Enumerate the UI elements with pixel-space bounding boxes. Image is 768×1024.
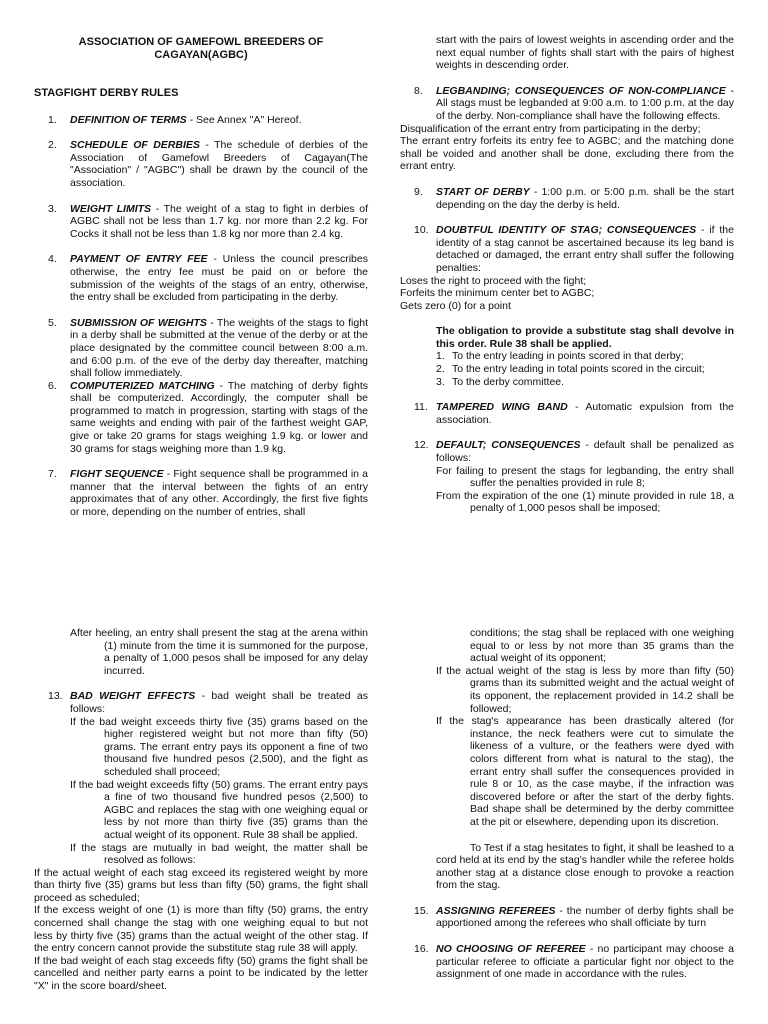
- rule-body: - if the identity of a stag cannot be ascertained because its leg band is detached or damaged, the errant entry shall suffer the following penalties:: [436, 224, 734, 274]
- rule-body: - The schedule of derbies of the Association of Gamefowl Breeders of Cagayan(The "Association" / "AGBC") shall be drawn by the council of the association.: [70, 139, 368, 189]
- rule-10-penalty: Loses the right to proceed with the fight;: [400, 274, 587, 287]
- rule-6: [34, 380, 368, 456]
- rule-heading: WEIGHT LIMITS: [70, 202, 152, 215]
- rule-8: [400, 85, 734, 123]
- top-left-column: [34, 34, 368, 519]
- rule-body: - bad weight shall be treated as follows:: [70, 690, 368, 715]
- rule-body: - See Annex "A" Hereof.: [186, 113, 302, 126]
- rule-8-effect: Disqualification of the errant entry from participating in the derby;: [400, 122, 701, 135]
- substitute-order-item: [400, 350, 734, 363]
- rule-body: - the number of derby fights shall be apportioned among the referees who shall officiate by turn: [436, 904, 734, 930]
- rule-body: - The matching of derby fights shall be computerized. Accordingly, the computer shall be programmed to match in progression, starting with stags of the same weights and ending with pair of the farthest weight GAP, give or take 20 grams for stags weighing 1.9 kg. or lower and 30 grams for stags weighing more than 1.9 kg.: [70, 379, 368, 455]
- rule-7-continuation: start with the pairs of lowest weights in ascending order and the next equal number of fights shall start with the pairs of highest weights in descending order.: [436, 34, 734, 72]
- rule-7: [34, 468, 368, 518]
- rule-10-penalty: Forfeits the minimum center bet to AGBC;: [400, 287, 595, 300]
- rule-5: [34, 317, 368, 380]
- mutual-bad-weight-item: If the bad weight of each stag exceeds fifty (50) grams the fight shall be cancelled and neither party earns a point to be indicated by the letter "X" in the score board/sheet.: [34, 954, 368, 993]
- rule-heading: BAD WEIGHT EFFECTS: [70, 690, 196, 703]
- rule-number: 2.: [48, 139, 57, 152]
- heeling-paragraph: After heeling, an entry shall present the stag at the arena within (1) minute from the time it is summoned for the purpose, a penalty of 1,000 pesos shall be imposed for any delay incurred.: [70, 627, 368, 677]
- rule-number: 16.: [414, 943, 429, 956]
- list-text: To the entry leading in points scored in that derby;: [452, 350, 684, 363]
- rule-number: 13.: [48, 690, 63, 703]
- rule-body: - no participant may choose a particular referee to officiate a particular fight nor object to the assignment of one made in accordance with the rules.: [436, 943, 734, 981]
- list-number: 3.: [436, 375, 445, 388]
- substitute-note: The obligation to provide a substitute stag shall devolve in this order. Rule 38 shall be applied.: [436, 325, 734, 350]
- rule-body: - The weights of the stags to fight in a derby shall be submitted at the venue of the derby or at the place designated by the committee council between 8:00 a.m. and 6:00 p.m. of the eve of the derby day thereafter, matching shall follow immediately.: [70, 316, 368, 380]
- rule-3: [34, 203, 368, 241]
- rule-number: 6.: [48, 379, 57, 392]
- rule-heading: DOUBTFUL IDENTITY OF STAG; CONSEQUENCES: [436, 224, 697, 237]
- rule-10: [400, 224, 734, 274]
- rule-number: 5.: [48, 316, 57, 329]
- rule-body: - Fight sequence shall be programmed in a manner that the interval between the fights of an entry approximates that of any other. Accordingly, the first five fights or more, depending on the number of entries, shall: [70, 468, 368, 519]
- rule-heading: FIGHT SEQUENCE: [70, 468, 164, 481]
- rule-number: 4.: [48, 253, 57, 266]
- rule-2: [34, 139, 368, 189]
- rule-heading: START OF DERBY: [436, 185, 530, 198]
- rule-heading: DEFINITION OF TERMS: [70, 113, 187, 126]
- rule-heading: SCHEDULE OF DERBIES: [70, 139, 200, 152]
- mutual-bad-weight-item: If the actual weight of each stag exceed its registered weight by more than thirty five (35) grams but less than fifty (50) grams, the fight shall proceed as scheduled;: [34, 866, 368, 904]
- title-line-2: CAGAYAN(AGBC): [154, 49, 248, 61]
- rule-body: - All stags must be legbanded at 9:00 a.m. to 1:00 p.m. at the day of the derby. Non-compliance shall have the following effects.: [436, 84, 734, 122]
- rule-13-item: If the bad weight exceeds fifty (50) grams. The errant entry pays a fine of two thousand five hundred pesos (2,500) to AGBC and replaces the stag with one weighing equal or less by not more than thirty five (35) grams than the actual weight of its opponent. Rule 38 shall be applied.: [70, 778, 368, 841]
- rule-4: [34, 253, 368, 303]
- rule-heading: LEGBANDING; CONSEQUENCES OF NON-COMPLIANCE: [436, 84, 726, 97]
- list-number: 1.: [436, 350, 445, 363]
- rule-number: 8.: [414, 84, 423, 97]
- rule-8-effect: The errant entry forfeits its entry fee to AGBC; and the matching done shall be voided and another shall be done, excluding there from the errant entry.: [400, 135, 734, 173]
- bottom-left-column: [34, 627, 368, 993]
- rule-number: 9.: [414, 185, 423, 198]
- rule-body: - default shall be penalized as follows:: [436, 439, 734, 465]
- rule-15: [400, 905, 734, 930]
- rule-13: [34, 690, 368, 715]
- bad-shape-item: If the stag's appearance has been drastically altered (for instance, the neck feathers were cut to simulate the likeness of a vulture, or the feathers were dyed with colors different from what is natural to the stag), the errant entry shall suffer the consequences provided in rule 8 or 10, as the case maybe, if the infraction was discovered before or after the start of the derby fights. Bad shape shall be determined by the derby committee at the pit or elsewhere, depending upon its discretion.: [436, 715, 734, 828]
- conditions-paragraph: conditions; the stag shall be replaced with one weighing equal to or less by not more than 35 grams than the actual weight of its opponent;: [470, 627, 734, 665]
- list-text: To the entry leading in total points scored in the circuit;: [452, 363, 705, 376]
- rule-12-item: From the expiration of the one (1) minute provided in rule 18, a penalty of 1,000 pesos shall be imposed;: [436, 489, 734, 515]
- rule-body: - Unless the council prescribes otherwise, the entry fee must be paid on or before the submission of the weights of the stags of an entry, otherwise, the entry shall be excluded from participating in the derby.: [70, 253, 368, 304]
- list-number: 2.: [436, 363, 445, 376]
- rule-13-item: If the bad weight exceeds thirty five (35) grams based on the higher registered weight but not more than fifty (50) grams. The errant entry pays its opponent a fine of two thousand five hundred pesos (2,500), and the fight as scheduled shall proceed;: [70, 715, 368, 778]
- rule-9: [400, 186, 734, 211]
- mutual-bad-weight-item: If the excess weight of one (1) is more than fifty (50) grams, the entry concerned shall change the stag with one weighing equal to but not less by thirty five (35) grams than the actual weight of the other stag. If the entry concern cannot provide the substitute stag rule 38 will apply.: [34, 904, 368, 955]
- rule-1: [34, 114, 368, 127]
- rule-16: [400, 943, 734, 981]
- list-text: To the derby committee.: [452, 375, 565, 388]
- rule-number: 10.: [414, 224, 429, 237]
- rule-body: - Automatic expulsion from the association.: [436, 401, 734, 426]
- rule-number: 15.: [414, 904, 429, 917]
- section-title: STAGFIGHT DERBY RULES: [34, 87, 179, 99]
- rule-heading: NO CHOOSING OF REFEREE: [436, 943, 586, 956]
- rule-heading: COMPUTERIZED MATCHING: [70, 379, 215, 392]
- rule-heading: ASSIGNING REFEREES: [436, 904, 556, 917]
- rule-body: - The weight of a stag to fight in derbies of AGBC shall not be less than 1.7 kg. nor more than 2.2 kg. For Cocks it shall not be less than 1.8 kg nor more than 2.4 kg.: [70, 202, 368, 240]
- bottom-right-column: [400, 627, 734, 981]
- rule-12-item: For failing to present the stags for legbanding, the entry shall suffer the penalties provided in rule 8;: [436, 464, 734, 490]
- rule-body: - 1:00 p.m. or 5:00 p.m. shall be the start depending on the day the derby is held.: [436, 185, 734, 211]
- rule-heading: TAMPERED WING BAND: [436, 401, 568, 414]
- rule-number: 1.: [48, 113, 57, 126]
- top-right-column: [400, 34, 734, 515]
- rule-number: 11.: [414, 401, 428, 414]
- test-paragraph: To Test if a stag hesitates to fight, it shall be leashed to a cord held at its end by the stag's handler while the referee holds another stag at a distance close enough to provoke a reaction from the stag.: [436, 841, 734, 892]
- rule-number: 12.: [414, 439, 429, 452]
- rule-heading: SUBMISSION OF WEIGHTS: [70, 316, 207, 329]
- substitute-order-item: [400, 363, 734, 376]
- bad-shape-item: If the actual weight of the stag is less by more than fifty (50) grams than its submitted weight and the actual weight of its opponent, the replacement provided in 14.2 shall be followed;: [436, 664, 734, 715]
- rule-13-item: If the stags are mutually in bad weight, the matter shall be resolved as follows:: [70, 841, 368, 867]
- rule-heading: PAYMENT OF ENTRY FEE: [70, 253, 208, 266]
- document-title: [34, 36, 368, 62]
- title-line-1: ASSOCIATION OF GAMEFOWL BREEDERS OF: [78, 36, 324, 48]
- substitute-order-item: [400, 376, 734, 389]
- rule-11: [400, 401, 734, 426]
- rule-heading: DEFAULT; CONSEQUENCES: [436, 439, 581, 452]
- rule-10-penalty: Gets zero (0) for a point: [400, 299, 511, 312]
- rule-12: [400, 439, 734, 464]
- rule-number: 3.: [48, 202, 57, 215]
- rule-number: 7.: [48, 468, 57, 481]
